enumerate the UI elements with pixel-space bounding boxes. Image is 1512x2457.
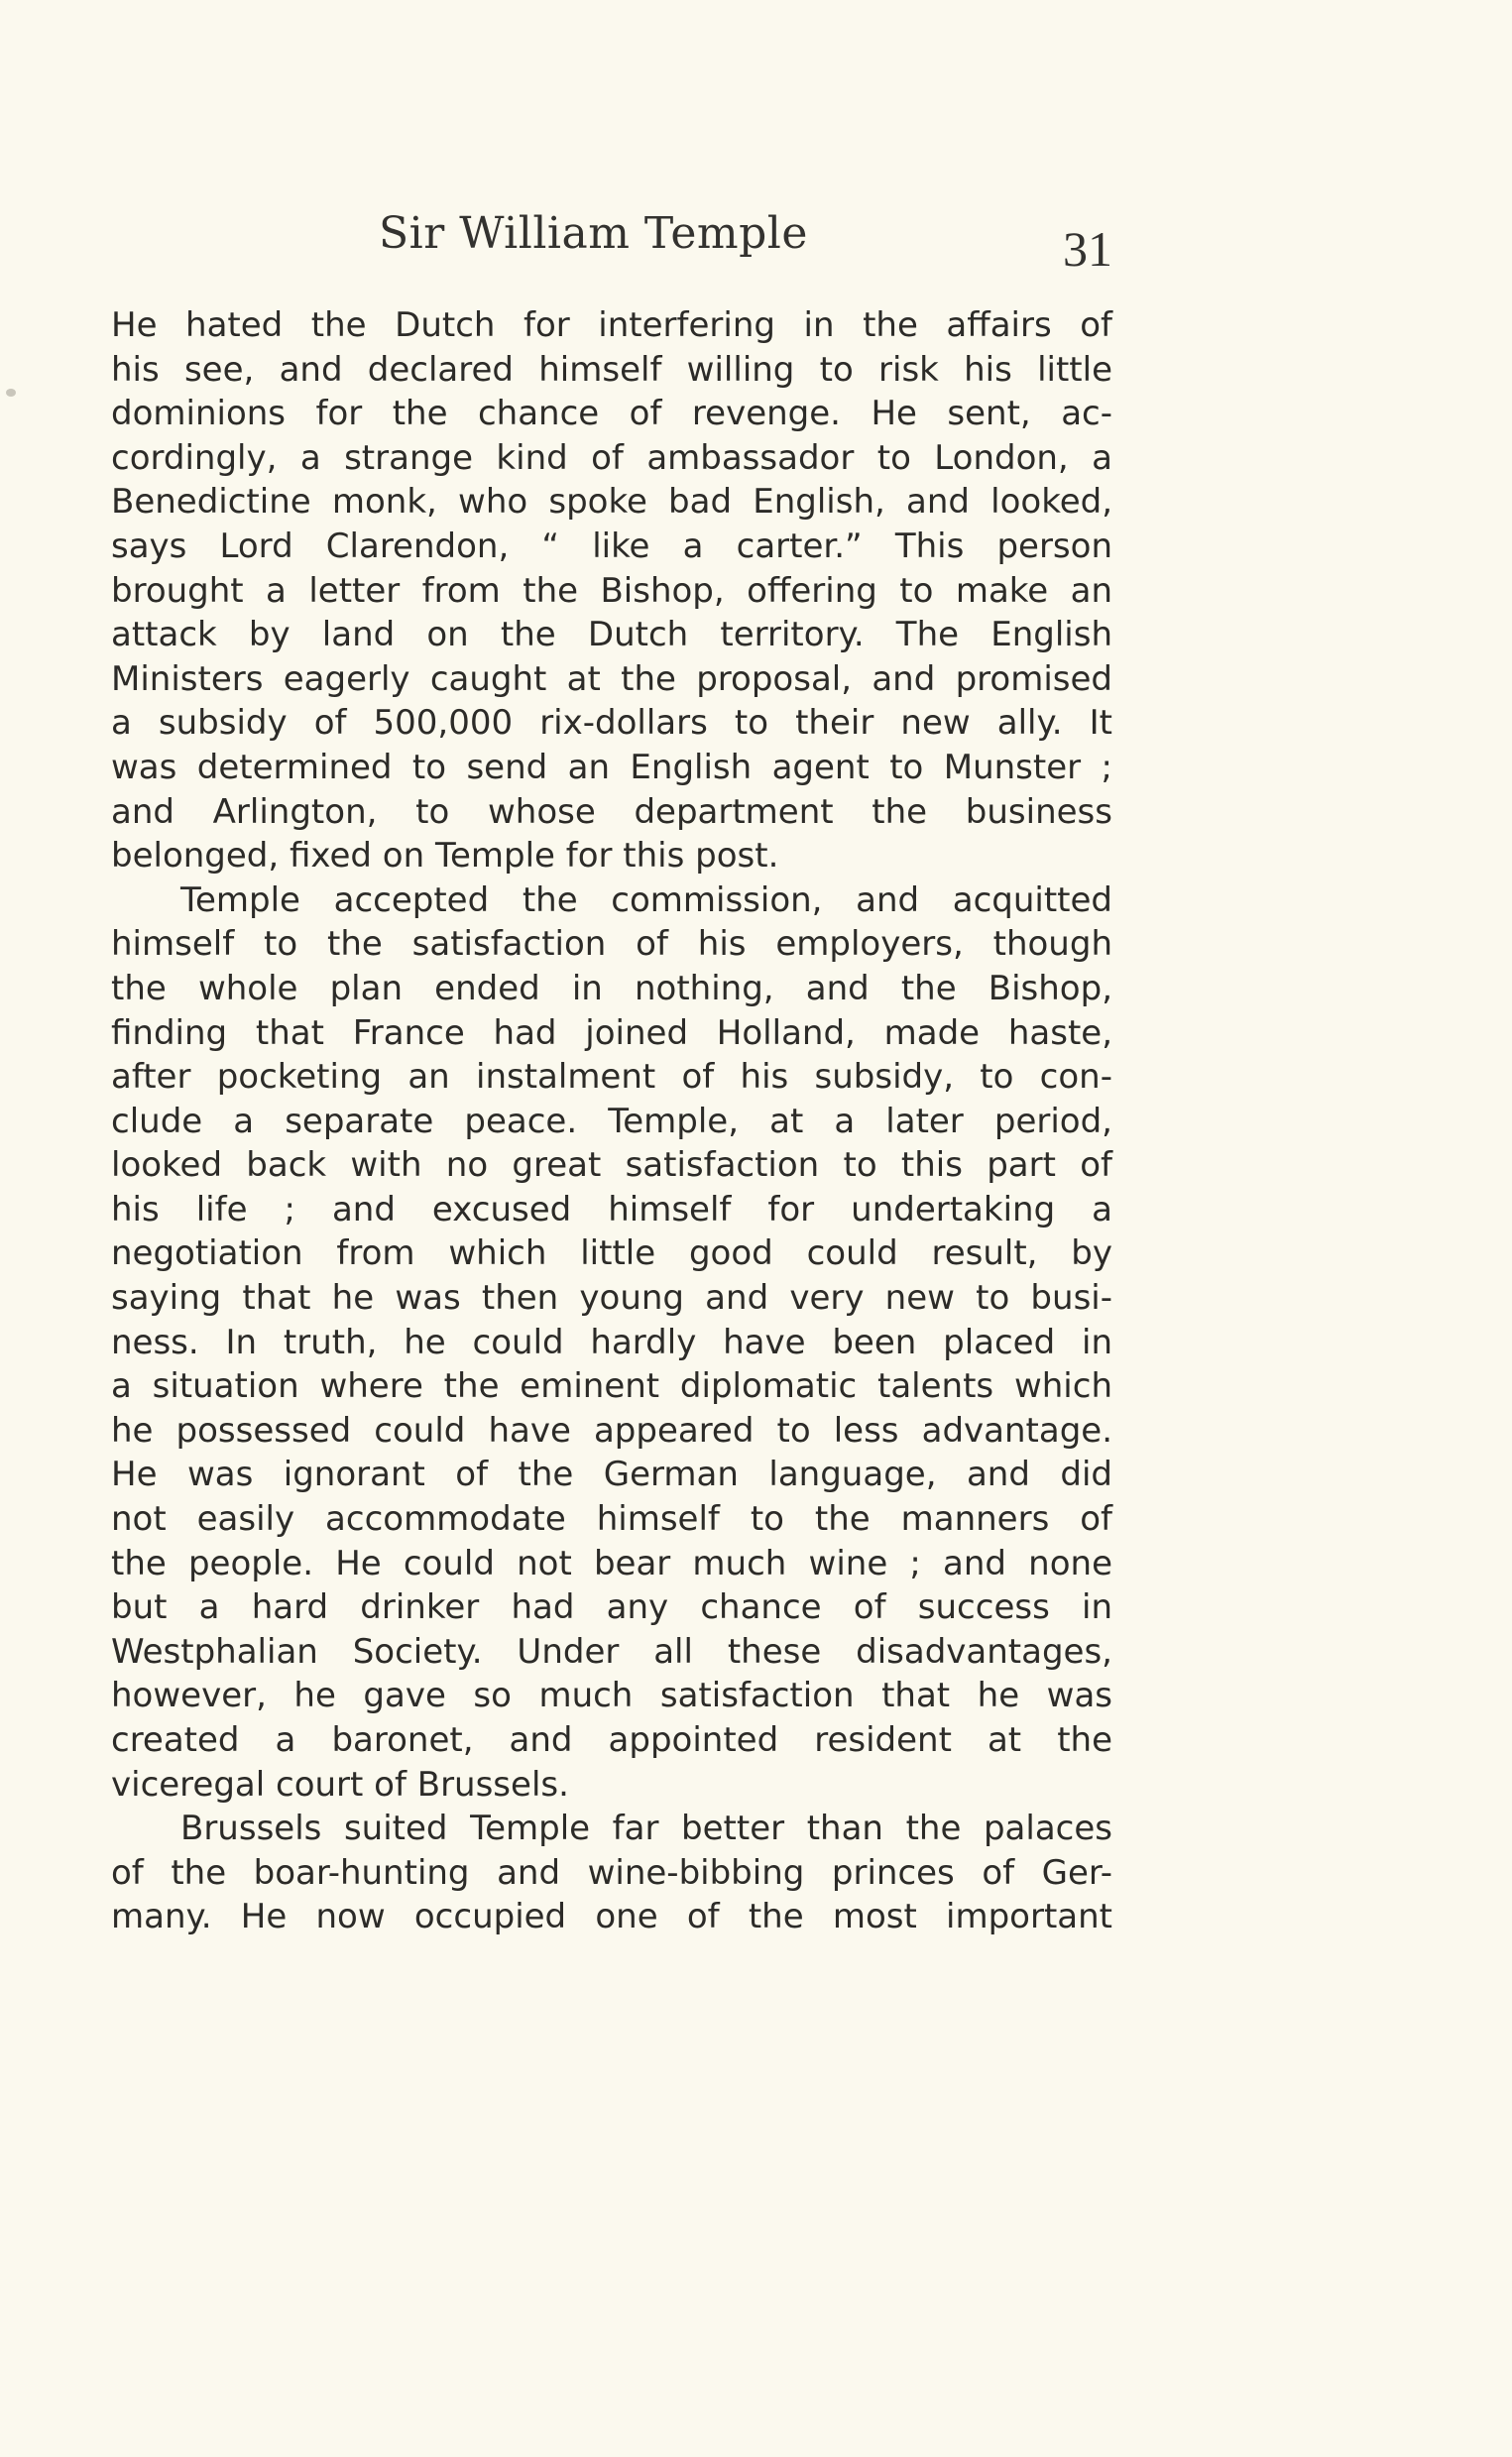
text-line: negotiation from which little good could result, by	[111, 1233, 1112, 1274]
text-line: he possessed could have appeared to less advantage.	[111, 1410, 1112, 1451]
text-line: himself to the satisfaction of his employers, though	[111, 924, 1112, 965]
text-line: He hated the Dutch for interfering in the affairs of	[111, 305, 1112, 345]
running-title: Sir William Temple	[379, 208, 808, 259]
text-line: Ministers eagerly caught at the proposal, and promised	[111, 658, 1112, 699]
text-line: belonged, fixed on Temple for this post.	[111, 836, 779, 877]
text-line: his life ; and excused himself for undertaking a	[111, 1189, 1112, 1229]
text-line: not easily accommodate himself to the manners of	[111, 1499, 1112, 1540]
text-line: was determined to send an English agent to Munster ;	[111, 747, 1112, 787]
text-line: attack by land on the Dutch territory. The English	[111, 615, 1112, 655]
text-line: of the boar-hunting and wine-bibbing princes of Ger-	[111, 1852, 1112, 1893]
text-line: Westphalian Society. Under all these disadvantages,	[111, 1631, 1112, 1672]
text-line: viceregal court of Brussels.	[111, 1764, 569, 1805]
text-line: the whole plan ended in nothing, and the Bishop,	[111, 968, 1112, 1008]
text-line: after pocketing an instalment of his subsidy, to con-	[111, 1057, 1112, 1098]
text-line: saying that he was then young and very new to busi-	[111, 1278, 1112, 1319]
text-line: a subsidy of 500,000 rix-dollars to their new ally. It	[111, 703, 1112, 744]
text-line: brought a letter from the Bishop, offering to make an	[111, 570, 1112, 611]
text-line: however, he gave so much satisfaction that he was	[111, 1676, 1112, 1716]
text-line: He was ignorant of the German language, and did	[111, 1455, 1112, 1495]
body-text	[111, 303, 1112, 1939]
text-line: and Arlington, to whose department the business	[111, 791, 1112, 832]
text-line: dominions for the chance of revenge. He sent, ac-	[111, 394, 1112, 434]
paragraph-first-line: Brussels suited Temple far better than the palaces	[180, 1809, 1112, 1849]
paragraph-first-line: Temple accepted the commission, and acquitted	[180, 879, 1112, 920]
text-line: the people. He could not bear much wine ; and none	[111, 1543, 1112, 1583]
text-line: his see, and declared himself willing to risk his little	[111, 349, 1112, 390]
paper-speck	[6, 389, 16, 397]
text-line: many. He now occupied one of the most important	[111, 1897, 1112, 1937]
text-line: a situation where the eminent diplomatic talents which	[111, 1366, 1112, 1407]
text-line: looked back with no great satisfaction to this part of	[111, 1145, 1112, 1186]
running-head	[111, 208, 1112, 278]
text-line: finding that France had joined Holland, made haste,	[111, 1012, 1112, 1053]
page-number: 31	[1063, 221, 1112, 277]
text-line: ness. In truth, he could hardly have been placed in	[111, 1322, 1112, 1362]
text-line: cordingly, a strange kind of ambassador to London, a	[111, 437, 1112, 478]
text-line: says Lord Clarendon, “ like a carter.” This person	[111, 526, 1112, 566]
text-line: created a baronet, and appointed resident at the	[111, 1720, 1112, 1760]
text-line: but a hard drinker had any chance of success in	[111, 1587, 1112, 1628]
text-line: clude a separate peace. Temple, at a later period,	[111, 1101, 1112, 1141]
text-line: Benedictine monk, who spoke bad English, and looked,	[111, 482, 1112, 523]
